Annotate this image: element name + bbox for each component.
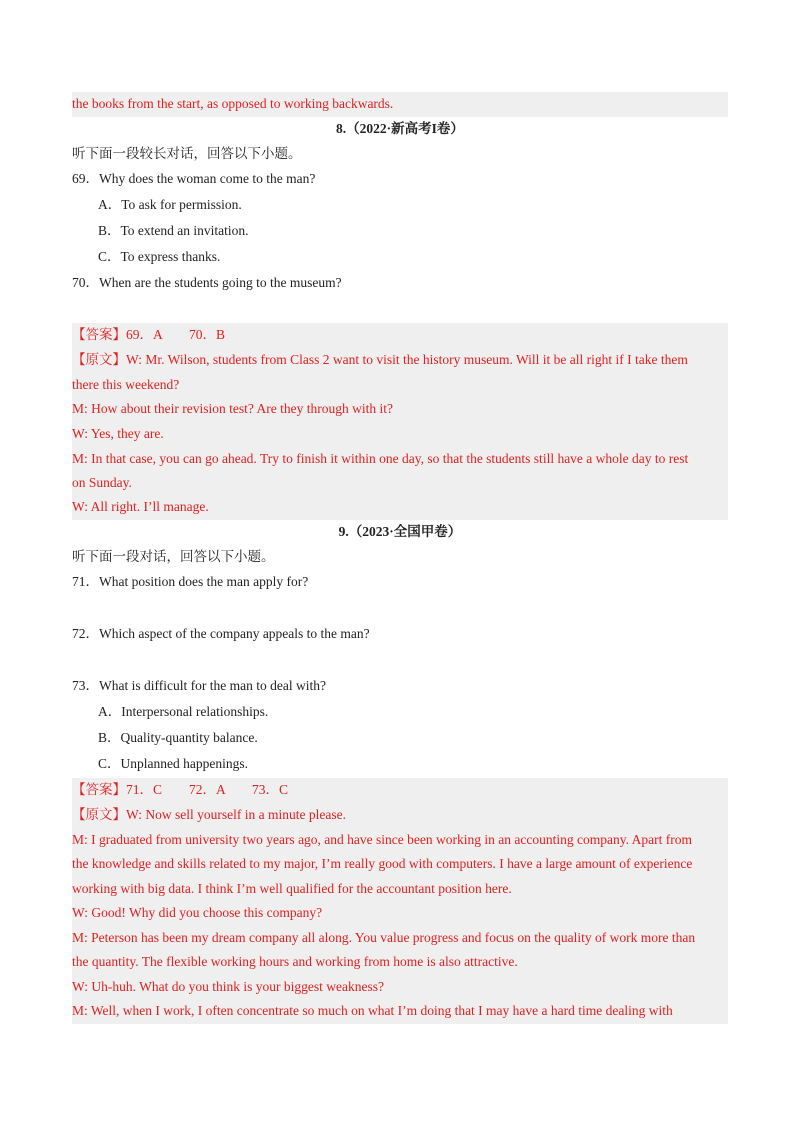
question-69-option-c: C．To express thanks. xyxy=(98,249,221,264)
question-69-option-b: B．To extend an invitation. xyxy=(98,223,249,238)
question-9-transcript-line: M: Peterson has been my dream company all along. You value progress and focus on the quality of work more than xyxy=(72,926,728,951)
question-71-stem: 71．What position does the man apply for? xyxy=(72,574,309,589)
question-9-instruction: 听下面一段对话，回答以下小题。 xyxy=(72,549,275,564)
question-9-transcript-line: the knowledge and skills related to my major, I’m really good with computers. I have a large amount of experience xyxy=(72,852,728,877)
question-8-answer: 【答案】69．A 70．B xyxy=(72,323,728,348)
question-72-stem: 72．Which aspect of the company appeals to the man? xyxy=(72,626,370,641)
previous-transcript-end: the books from the start, as opposed to working backwards. xyxy=(72,92,728,117)
question-9-transcript-line: working with big data. I think I’m well qualified for the accountant position here. xyxy=(72,877,728,902)
question-73-option-a: A．Interpersonal relationships. xyxy=(98,704,269,719)
question-8-transcript-line: there this weekend? xyxy=(72,373,728,398)
question-9-heading: 9.（2023·全国甲卷） xyxy=(338,524,462,539)
question-9-transcript-line: M: I graduated from university two years ago, and have since been working in an accounting company. Apart from xyxy=(72,828,728,853)
question-8-heading: 8.（2022·新高考I卷） xyxy=(336,121,464,136)
question-9-transcript-line: the quantity. The flexible working hours and working from home is also attractive. xyxy=(72,950,728,975)
question-9-transcript-line: W: Good! Why did you choose this company? xyxy=(72,901,728,926)
question-73-stem: 73．What is difficult for the man to deal with? xyxy=(72,678,326,693)
question-9-transcript-line: 【原文】W: Now sell yourself in a minute please. xyxy=(72,803,728,828)
question-8-instruction: 听下面一段较长对话，回答以下小题。 xyxy=(72,146,302,161)
question-9-answer: 【答案】71．C 72．A 73．C xyxy=(72,778,728,803)
question-73-option-c: C．Unplanned happenings. xyxy=(98,756,248,771)
question-8-transcript-line: M: In that case, you can go ahead. Try to finish it within one day, so that the students still have a whole day to rest xyxy=(72,447,728,472)
question-8-transcript-line: W: All right. I’ll manage. xyxy=(72,495,728,520)
question-69-option-a: A．To ask for permission. xyxy=(98,197,242,212)
question-9-transcript-line: W: Uh-huh. What do you think is your biggest weakness? xyxy=(72,975,728,1000)
question-70-stem: 70．When are the students going to the museum? xyxy=(72,275,342,290)
question-73-option-b: B．Quality-quantity balance. xyxy=(98,730,258,745)
question-8-transcript-line: M: How about their revision test? Are they through with it? xyxy=(72,397,728,422)
question-8-transcript-line: W: Yes, they are. xyxy=(72,422,728,447)
question-8-transcript-line: 【原文】W: Mr. Wilson, students from Class 2 want to visit the history museum. Will it be all right if I take them xyxy=(72,348,728,373)
question-69-stem: 69．Why does the woman come to the man? xyxy=(72,171,316,186)
question-9-transcript-line: M: Well, when I work, I often concentrate so much on what I’m doing that I may have a hard time dealing with xyxy=(72,999,728,1024)
question-8-transcript-line: on Sunday. xyxy=(72,471,728,496)
